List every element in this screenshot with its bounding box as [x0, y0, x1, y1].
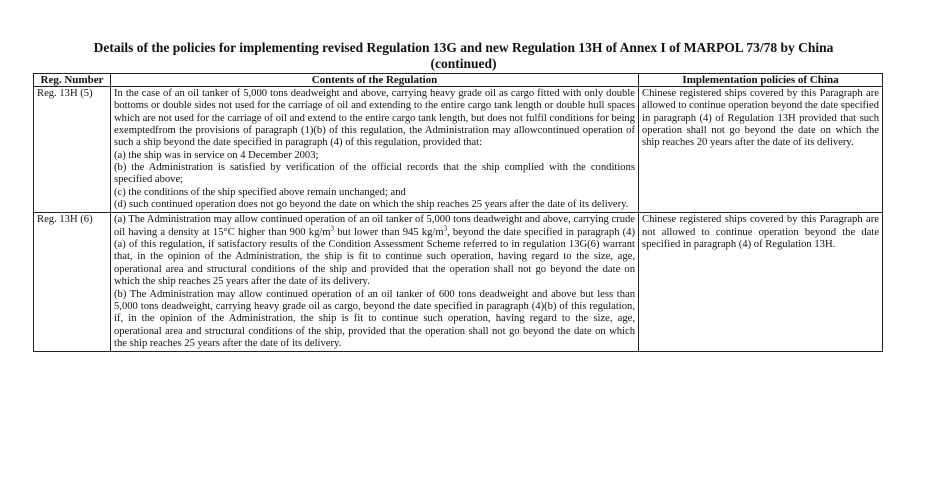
regulation-paragraph-b: (b) The Administration may allow continued operation of an oil tanker of 600 tons deadweight and above but less than 5,000 tons deadweight, carrying heavy grade oil as cargo, beyond the date specified in paragraph (4)(b) of this regulation, if, in the opinion of the Administration, the ship is fit to continue such operation, having regard to the size, age, operational area and structural conditions of the ship, provided that the operation shall not go beyond the date on which the ship reaches 25 years after the date of its delivery.: [114, 288, 635, 349]
superscript-3: 3: [443, 224, 448, 233]
regulation-condition-a: (a) the ship was in service on 4 December 2003;: [114, 149, 319, 161]
title-line-1: Details of the policies for implementing revised Regulation 13G and new Regulation 13H of Annex I of MARPOL 73/78 by China: [93, 40, 834, 55]
regulation-condition-d: (d) such continued operation does not go beyond the date on which the ship reaches 25 years after the date of its delivery.: [114, 199, 629, 211]
regulations-table: [33, 73, 883, 352]
regulation-condition-b: (b) the Administration is satisfied by verification of the official records that the ship complied with the conditions specified above;: [114, 162, 635, 186]
superscript-3: 3: [330, 224, 335, 233]
implementation-cell: Chinese registered ships covered by this Paragraph are allowed to continue operation beyond the date specified in paragraph (4) of Regulation 13H provided that such operation shall not go beyond the date on which the ship reaches 20 years after the date of its delivery.: [639, 87, 883, 213]
paragraph-a-text-2: but lower than 945 kg/m: [334, 226, 444, 238]
implementation-cell: Chinese registered ships covered by this Paragraph are not allowed to continue operation beyond the date specified in paragraph (4) of Regulation 13H.: [639, 213, 883, 352]
header-implementation: Implementation policies of China: [639, 74, 883, 87]
reg-number-cell: Reg. 13H (6): [34, 213, 111, 352]
table-row: [34, 87, 883, 213]
regulation-condition-c: (c) the conditions of the ship specified above remain unchanged; and: [114, 186, 406, 198]
regulation-content-cell: [111, 87, 639, 213]
reg-number-cell: Reg. 13H (5): [34, 87, 111, 213]
document-title: [0, 40, 927, 72]
header-reg-number: Reg. Number: [34, 74, 111, 87]
header-contents: Contents of the Regulation: [111, 74, 639, 87]
regulation-paragraph-a: [114, 214, 635, 288]
paragraph-a-text-3: , beyond the date specified in paragraph (4)(a) of this regulation, if satisfactory results of the Condition Assessment Scheme referred to in regulation 13G(6) warrant that, in the opinion of the Administration, the ship is fit to continue such operation, having regard to the size, age, operational area and structural conditions of the ship and provided that the operation shall not go beyond the date on which the ship reaches 25 years after the date of its delivery.: [114, 226, 635, 288]
title-line-2: (continued): [430, 56, 497, 71]
table-row: [34, 213, 883, 352]
regulation-content-cell: [111, 213, 639, 352]
regulation-paragraph: In the case of an oil tanker of 5,000 tons deadweight and above, carrying heavy grade oil as cargo fitted with only double bottoms or double sides not used for the carriage of oil and extending to the entire cargo tank length or double hull spaces which are not used for the carriage of oil and extend to the entire cargo tank length, but does not fulfil conditions for being exemptedfrom the provisions of paragraph (1)(b) of this regulation, the Administration may allowcontinued operation of such a ship beyond the date specified in paragraph (4) of this regulation, provided that:: [114, 88, 635, 149]
paragraph-a-text-1: (a) The Administration may allow continued operation of an oil tanker of 5,000 tons deadweight and above, carrying crude oil having a density at 15°C higher than 900 kg/m: [114, 214, 635, 238]
table-header-row: [34, 74, 883, 87]
